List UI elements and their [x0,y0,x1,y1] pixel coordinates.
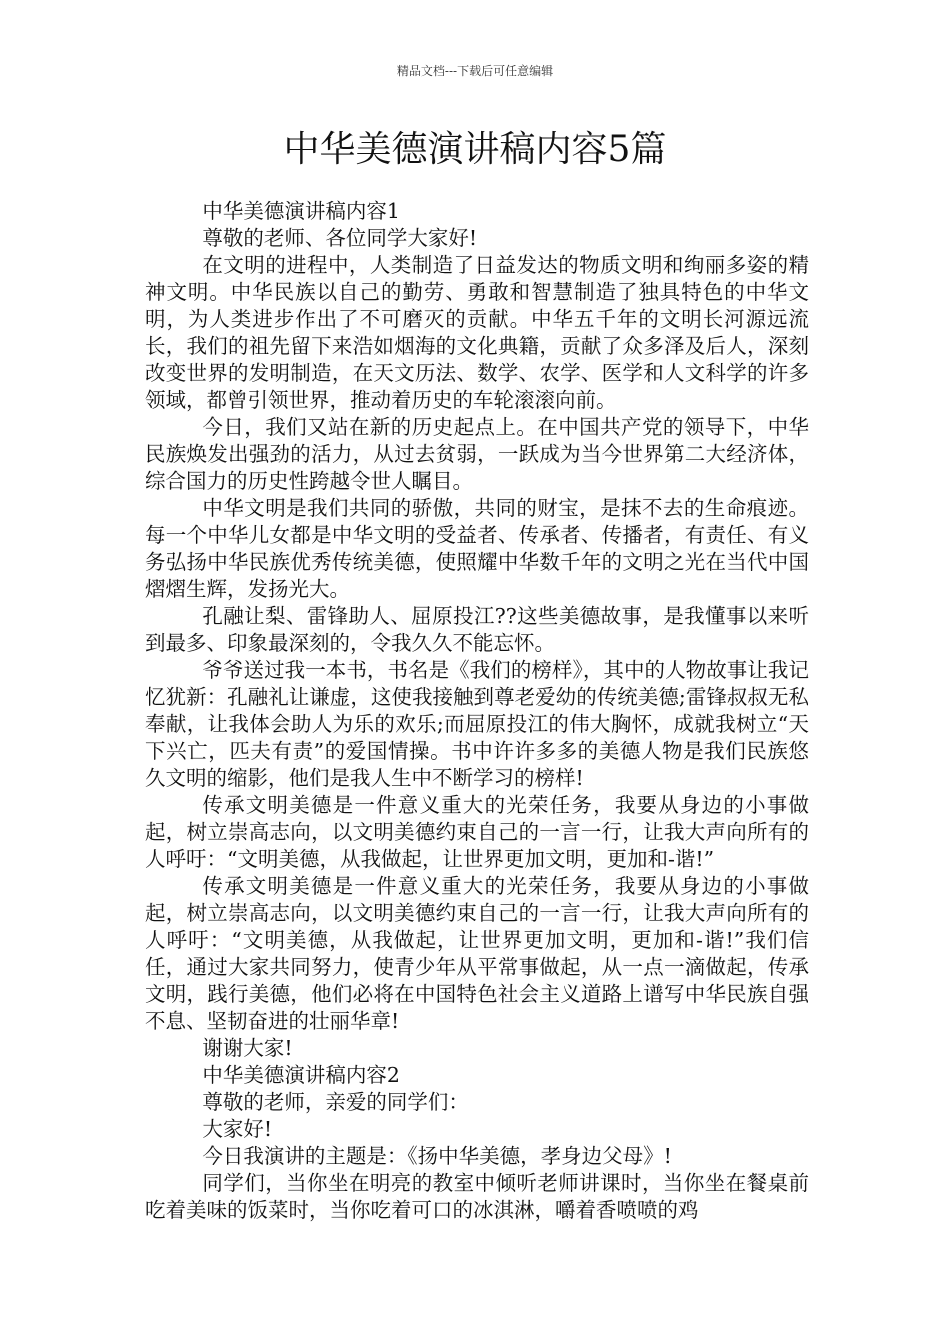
body-paragraph: 在文明的进程中，人类制造了日益发达的物质文明和绚丽多姿的精神文明。中华民族以自己的勤劳、勇敢和智慧制造了独具特色的中华文明，为人类进步作出了不可磨灭的贡献。中华五千年的文明长河源远流长，我们的祖先留下来浩如烟海的文化典籍，贡献了众多泽及后人，深刻改变世界的发明制造，在天文历法、数学、农学、医学和人文科学的许多领域，都曾引领世界，推动着历史的车轮滚滚向前。 [145,253,809,412]
section-heading-2: 中华美德演讲稿内容2 [202,1063,400,1087]
salutation: 尊敬的老师、各位同学大家好! [202,226,478,250]
document-body [145,198,809,1224]
document-title: 中华美德演讲稿内容5篇 [283,129,667,170]
speech-topic: 今日我演讲的主题是：《扬中华美德，孝身边父母》! [202,1144,672,1168]
body-paragraph: 传承文明美德是一件意义重大的光荣任务，我要从身边的小事做起，树立崇高志向，以文明美德约束自己的一言一行，让我大声向所有的人呼吁：“文明美德，从我做起，让世界更加文明，更加和-谐!”我们信任，通过大家共同努力，使青少年从平常事做起，从一点一滴做起，传承文明，践行美德，他们必将在中国特色社会主义道路上谱写中华民族自强不息、坚韧奋进的壮丽华章! [145,874,809,1033]
closing-thanks: 谢谢大家! [202,1036,293,1060]
section-heading-1: 中华美德演讲稿内容1 [202,199,400,223]
salutation: 尊敬的老师，亲爱的同学们： [202,1090,469,1114]
body-paragraph: 传承文明美德是一件意义重大的光荣任务，我要从身边的小事做起，树立崇高志向，以文明美德约束自己的一言一行，让我大声向所有的人呼吁：“文明美德，从我做起，让世界更加文明，更加和-谐!” [145,793,809,871]
body-paragraph: 孔融让梨、雷锋助人、屈原投江??这些美德故事，是我懂事以来听到最多、印象最深刻的，令我久久不能忘怀。 [145,604,809,655]
body-paragraph: 中华文明是我们共同的骄傲，共同的财宝，是抹不去的生命痕迹。每一个中华儿女都是中华文明的受益者、传承者、传播者，有责任、有义务弘扬中华民族优秀传统美德，使照耀中华数千年的文明之光在当代中国熠熠生辉，发扬光大。 [145,496,809,601]
header-note: 精品文档---下载后可任意编辑 [396,64,554,78]
body-paragraph: 今日，我们又站在新的历史起点上。在中国共产党的领导下，中华民族焕发出强劲的活力，从过去贫弱，一跃成为当今世界第二大经济体，综合国力的历史性跨越令世人瞩目。 [145,415,809,493]
body-paragraph: 同学们，当你坐在明亮的教室中倾听老师讲课时，当你坐在餐桌前吃着美味的饭菜时，当你吃着可口的冰淇淋，嚼着香喷喷的鸡 [145,1171,809,1222]
greeting: 大家好! [202,1117,273,1141]
body-paragraph: 爷爷送过我一本书，书名是《我们的榜样》，其中的人物故事让我记忆犹新：孔融礼让谦虚，这使我接触到尊老爱幼的传统美德;雷锋叔叔无私奉献，让我体会助人为乐的欢乐;而屈原投江的伟大胸怀，成就我树立“天下兴亡，匹夫有责”的爱国情操。书中许许多多的美德人物是我们民族悠久文明的缩影，他们是我人生中不断学习的榜样! [145,658,809,790]
